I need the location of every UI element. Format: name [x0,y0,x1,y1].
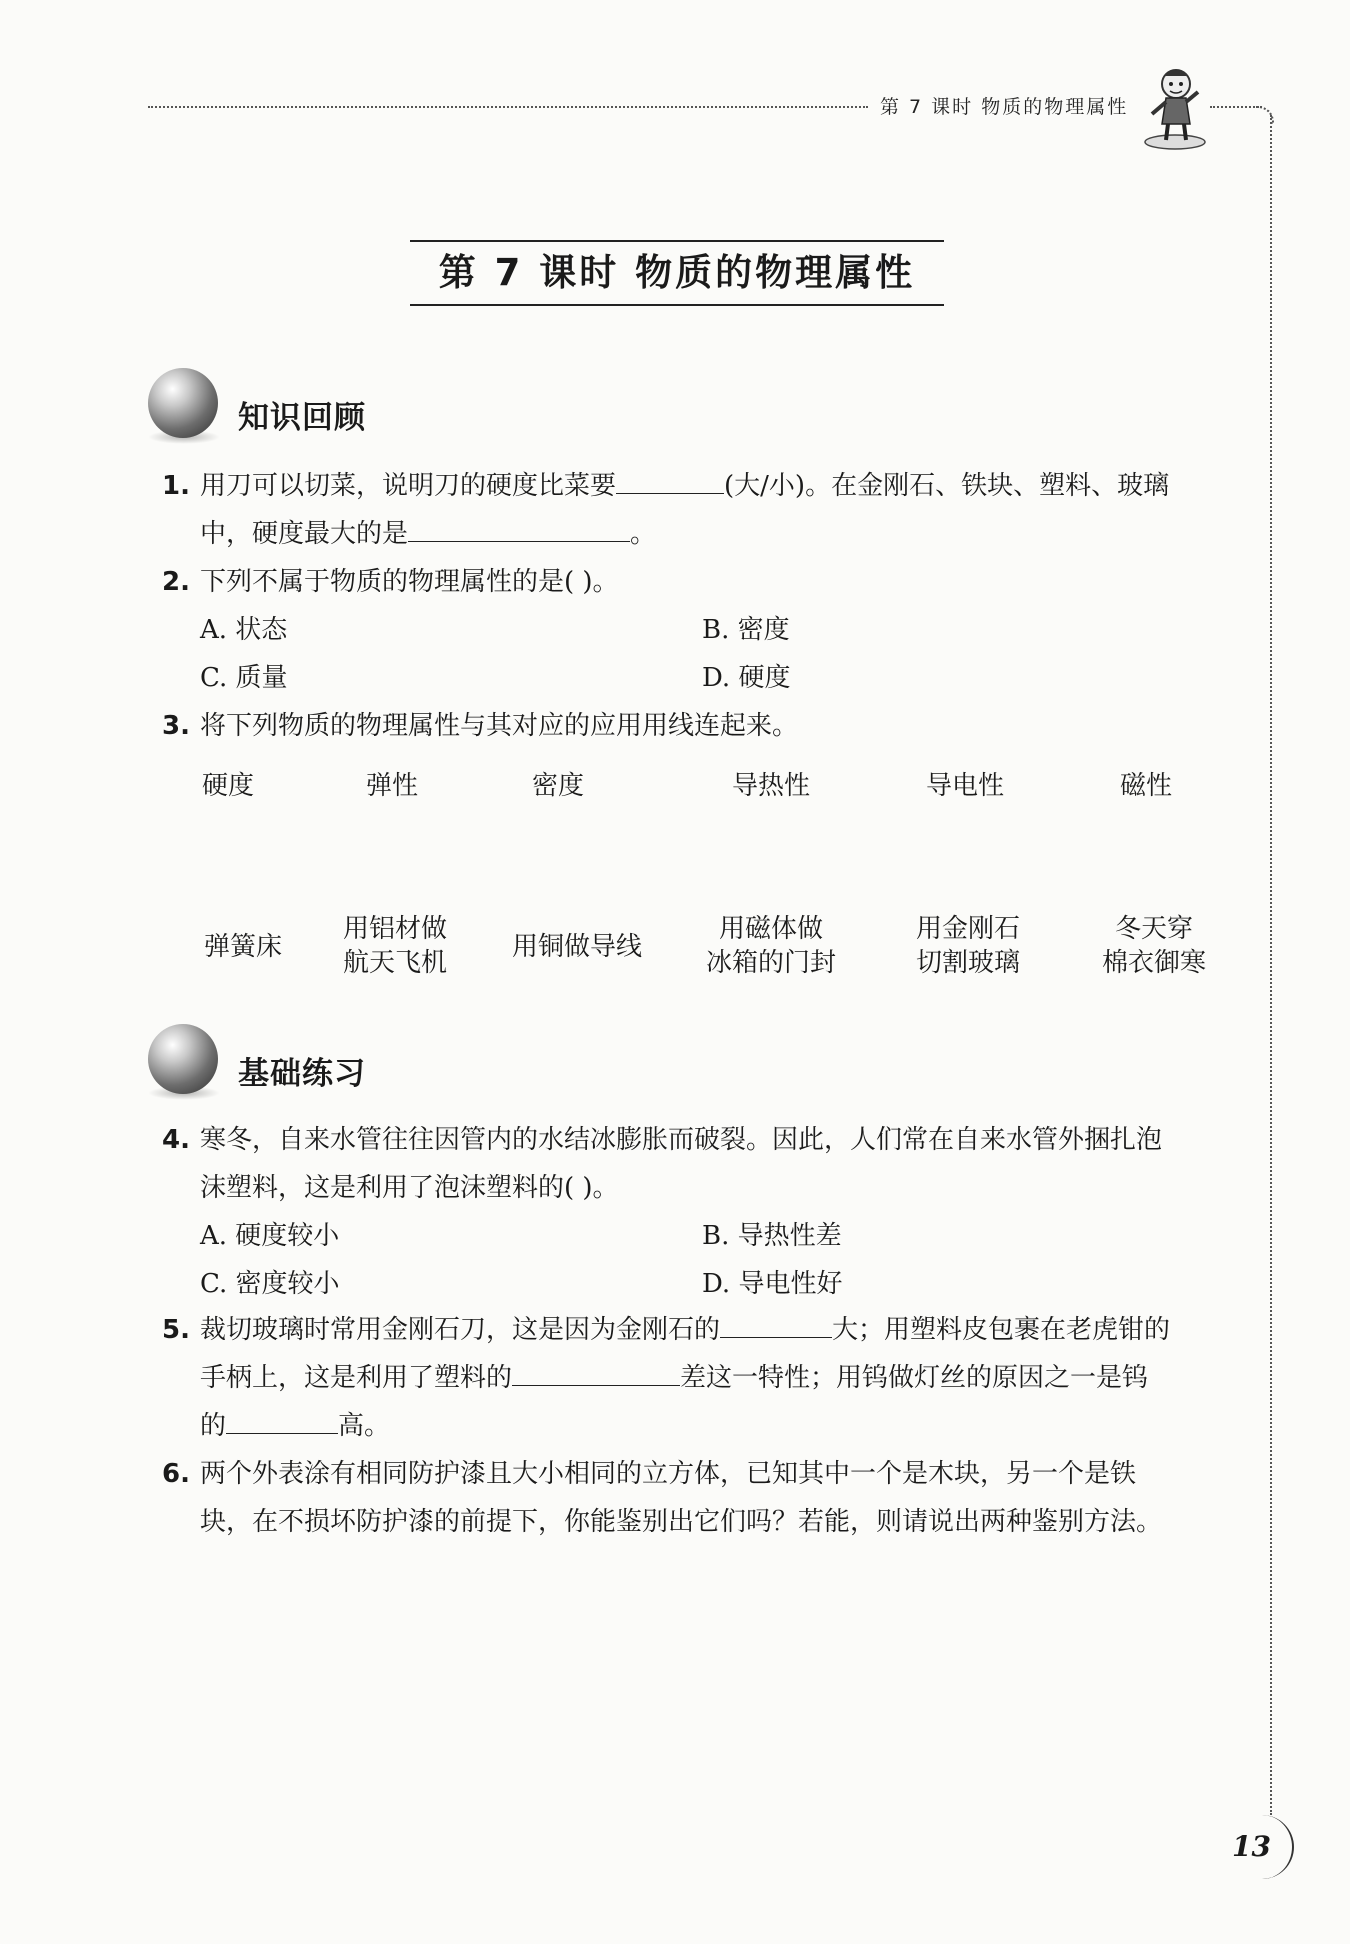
answer-blank[interactable] [408,513,630,542]
q1-text: (大/小)。在金刚石、铁块、塑料、玻璃 [724,471,1170,501]
property-hardness[interactable]: 硬度 [201,771,254,801]
application-line: 切割玻璃 [915,948,1020,978]
answer-blank[interactable] [720,1309,832,1338]
option-d[interactable]: D. 硬度 [702,663,791,693]
question-1 [162,462,1212,558]
section-ball-icon [148,1024,218,1094]
header-rule-right [1210,106,1262,108]
q2-stem: 下列不属于物质的物理属性的是( )。 [200,567,619,597]
application-aluminum-aircraft[interactable] [330,912,460,980]
application-spring-bed[interactable] [188,930,298,964]
section-title-practice: 基础练习 [238,1056,366,1092]
application-line: 用金刚石 [915,914,1020,944]
answer-blank[interactable] [512,1357,680,1386]
q5-text: 的 [200,1411,227,1441]
question-number: 4. [162,1125,190,1155]
header-rule-left [148,106,868,108]
answer-blank[interactable] [226,1405,338,1434]
application-line: 弹簧床 [203,932,282,962]
question-number: 5. [162,1315,190,1345]
property-electrical-conductivity[interactable]: 导电性 [925,771,1004,801]
q5-text: 裁切玻璃时常用金刚石刀，这是因为金刚石的 [200,1315,721,1345]
q1-text: 用刀可以切菜，说明刀的硬度比菜要 [200,471,617,501]
q5-text: 大；用塑料皮包裹在老虎钳的 [832,1315,1171,1345]
q4-text: 寒冬，自来水管往往因管内的水结冰膨胀而破裂。因此，人们常在自来水管外捆扎泡 [200,1125,1163,1155]
q5-text: 手柄上，这是利用了塑料的 [200,1363,513,1393]
application-line: 用磁体做 [718,914,823,944]
property-magnetism[interactable]: 磁性 [1119,771,1172,801]
option-a[interactable]: A. 状态 [200,615,288,645]
q6-text: 两个外表涂有相同防护漆且大小相同的立方体，已知其中一个是木块，另一个是铁 [200,1459,1137,1489]
q1-text: 中，硬度最大的是 [200,519,409,549]
option-a[interactable]: A. 硬度较小 [200,1221,340,1251]
application-line: 用铜做导线 [511,932,642,962]
option-c[interactable]: C. 质量 [200,663,288,693]
application-line: 棉衣御寒 [1101,948,1206,978]
application-line: 冰箱的门封 [705,948,836,978]
q4-text: 沫塑料，这是利用了泡沫塑料的( )。 [200,1173,619,1203]
application-line: 用铝材做 [342,914,447,944]
q3-stem: 将下列物质的物理属性与其对应的应用用线连起来。 [200,711,799,741]
application-copper-wire[interactable] [502,930,652,964]
mascot-icon [1140,62,1210,150]
option-b[interactable]: B. 导热性差 [702,1221,842,1251]
question-number: 3. [162,711,190,741]
option-c[interactable]: C. 密度较小 [200,1269,340,1299]
question-3 [162,702,1212,750]
question-2 [162,558,1212,606]
option-d[interactable]: D. 导电性好 [702,1269,843,1299]
answer-blank[interactable] [616,465,724,494]
q6-text: 块，在不损坏防护漆的前提下，你能鉴别出它们吗？若能，则请说出两种鉴别方法。 [200,1507,1163,1537]
margin-rule [1270,115,1272,1815]
question-number: 6. [162,1459,190,1489]
q5-text: 差这一特性；用钨做灯丝的原因之一是钨 [680,1363,1149,1393]
section-title-review: 知识回顾 [238,400,366,436]
question-4 [162,1116,1212,1212]
application-line: 冬天穿 [1114,914,1193,944]
option-b[interactable]: B. 密度 [702,615,790,645]
lesson-title: 第 7 课时 物质的物理属性 [438,251,916,294]
running-header: 第 7 课时 物质的物理属性 [880,96,1129,118]
q1-text: 。 [630,519,657,549]
question-number: 1. [162,471,190,501]
application-magnet-fridge-seal[interactable] [696,912,846,980]
property-density[interactable]: 密度 [531,771,584,801]
q5-text: 高。 [338,1411,391,1441]
lesson-title-box [410,240,944,306]
property-elasticity[interactable]: 弹性 [365,771,418,801]
application-cotton-clothes[interactable] [1084,912,1224,980]
application-diamond-cut-glass[interactable] [898,912,1038,980]
question-number: 2. [162,567,190,597]
question-5 [162,1306,1212,1450]
property-thermal-conductivity[interactable]: 导热性 [731,771,810,801]
section-ball-icon [148,368,218,438]
page-number: 13 [1232,1830,1271,1863]
application-line: 航天飞机 [342,948,447,978]
question-6 [162,1450,1212,1546]
